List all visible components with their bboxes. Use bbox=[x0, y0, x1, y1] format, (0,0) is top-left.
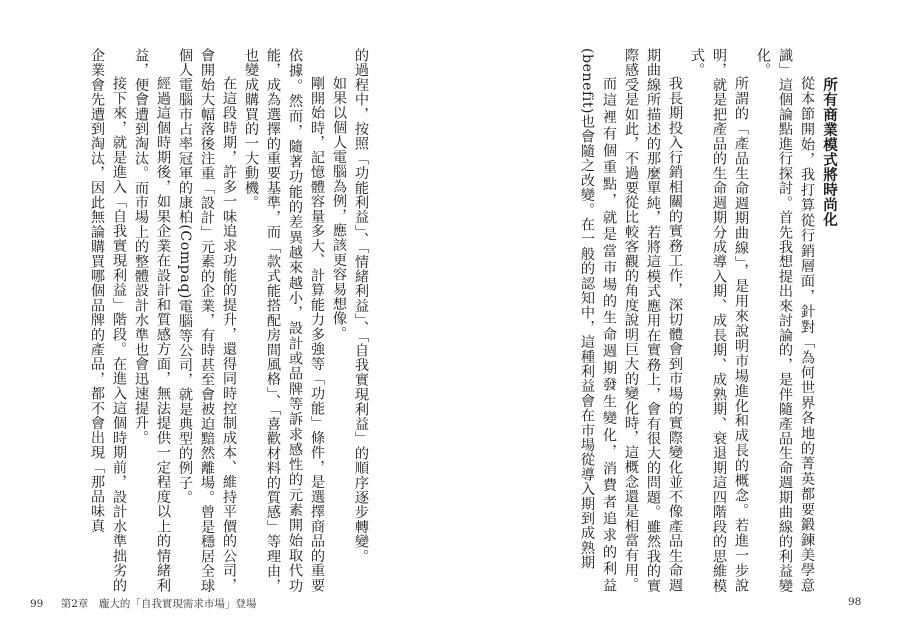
paragraph: 如果以個人電腦為例，應該更容易想像。 bbox=[331, 76, 347, 341]
paragraph: 的過程中，按照「功能利益」、「情緒利益」、「自我實現利益」的順序逐步轉變。 bbox=[353, 48, 369, 564]
paragraph: 接下來，就是進入「自我實現利益」階段。在進入這個時期前，設計水準拙劣的企業會先遭到淘汰，因此無論購買哪個品牌的產品，都不會出現「那品味真 bbox=[89, 48, 127, 593]
paragraph: 我長期投入行銷相關的實務工作，深切體會到市場的實際變化並不像產品生命週期曲線所描述的那麼單純，若將這模式應用在實務上，會有很大的問題。雖然我的實際感受是如此，不過要從比較客觀的角度說明巨大的變化時，這概念還是相當有用。 bbox=[623, 48, 683, 593]
left-page bbox=[52, 48, 372, 593]
running-head: 第2章 龐大的「自我實現需求市場」登場 bbox=[60, 598, 257, 610]
right-page-body bbox=[576, 48, 840, 593]
section-heading: 所有商業模式將時尚化 bbox=[821, 77, 837, 227]
right-page bbox=[420, 48, 840, 593]
page-number-right: 98 bbox=[848, 596, 862, 608]
left-footer bbox=[30, 596, 256, 611]
paragraph: 從本節開始，我打算從行銷層面，針對「為何世界各地的菁英都要鍛鍊美學意識」這個論點進行探討。首先我想提出來討論的，是伴隨產品生命週期曲線的利益變化。 bbox=[755, 48, 815, 593]
paragraph: 經過這個時期後，如果企業在設計和質感方面，無法提供一定程度以上的情緒利益，便會遭到淘汰。而市場上的整體設計水準也會迅速提升。 bbox=[133, 48, 171, 593]
page-number-left: 99 bbox=[30, 598, 44, 610]
paragraph: 在這段時期，許多一味追求功能的提升，還得同時控制成本、維持平價的公司，會開始大幅落後注重「設計」元素的企業，有時甚至會被迫黯然離場。曾是穩居全球個人電腦市占率冠軍的康柏(Compaq)電腦等公司，就是典型的例子。 bbox=[177, 48, 237, 593]
right-footer bbox=[848, 596, 861, 608]
left-page-body bbox=[86, 48, 372, 593]
paragraph: 而這裡有個重點，就是當市場的生命週期發生變化，消費者追求的利益(benefit)也會隨之改變。在一般的認知中，這種利益會在市場從導入期到成熟期 bbox=[579, 48, 617, 593]
paragraph: 剛開始時，記憶體容量多大、計算能力多強等「功能」條件，是選擇商品的重要依據。然而，隨著功能的差異越來越小，設計或品牌等訴求感性的元素開始取代功能，成為選擇的重要基準，而「款式能搭配房間風格」、「喜歡材料的質感」等理由，也變成購買的一大動機。 bbox=[243, 48, 325, 593]
paragraph: 所謂的「產品生命週期曲線」，是用來說明市場進化和成長的概念。若進一步說明，就是把產品的生命週期分成導入期、成長期、成熟期、衰退期這四階段的思維模式。 bbox=[689, 48, 749, 593]
